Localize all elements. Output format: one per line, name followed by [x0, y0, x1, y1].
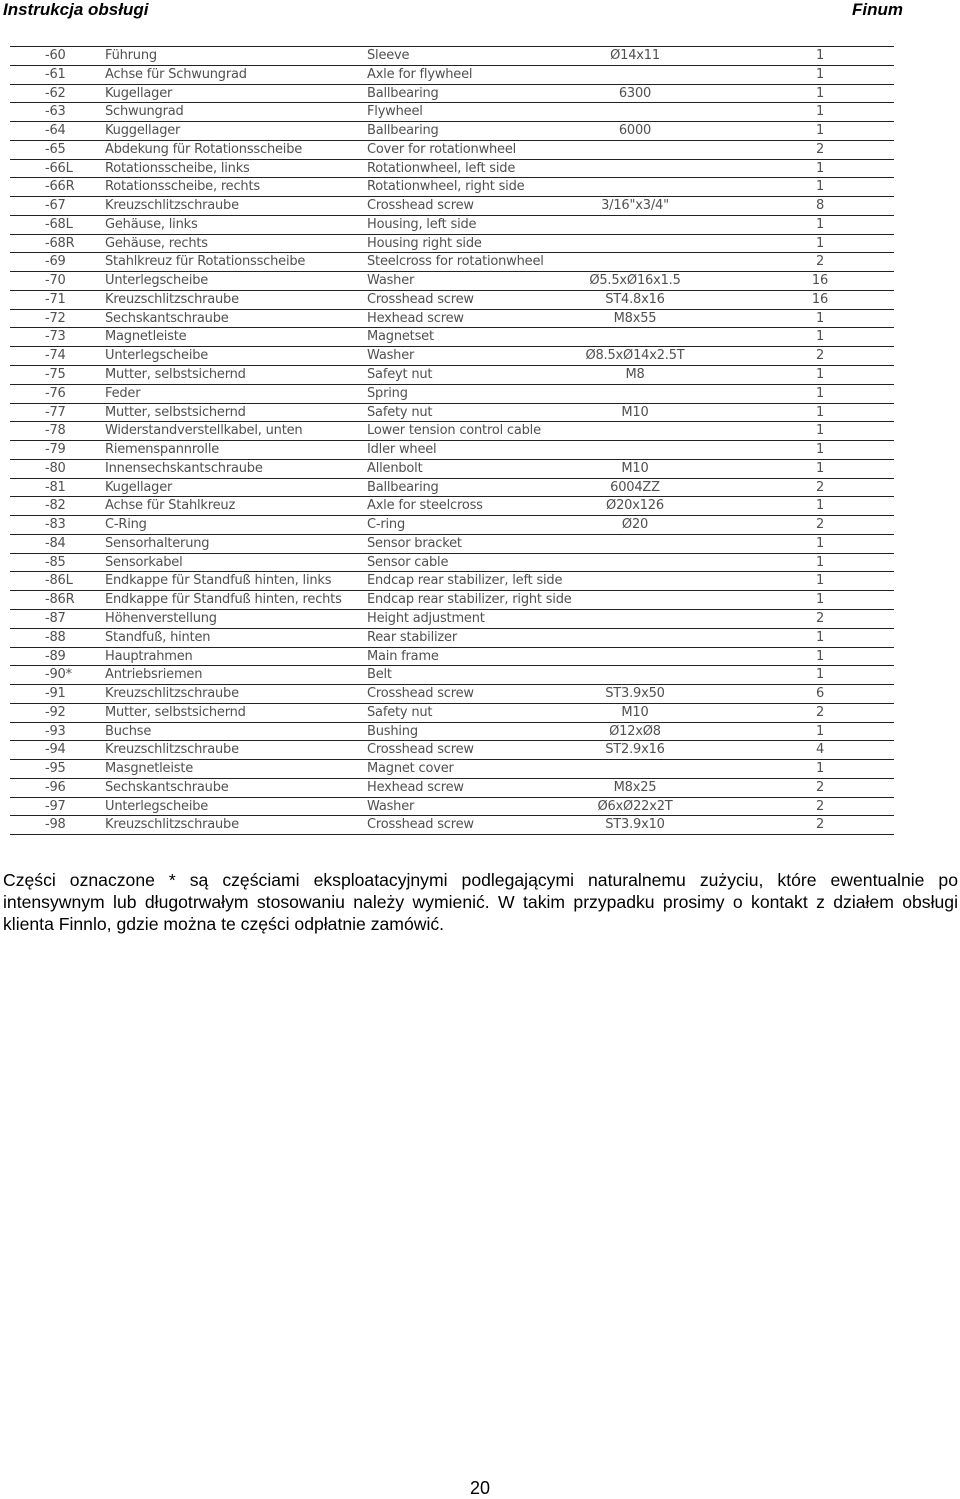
part-number: -65 [45, 141, 66, 157]
part-quantity: 1 [815, 367, 825, 383]
part-name-english: Spring [367, 385, 408, 401]
part-size: 6000 [618, 123, 652, 139]
part-name-german: Widerstandverstellkabel, unten [105, 423, 303, 439]
table-row [10, 516, 894, 535]
part-number: -86L [45, 573, 73, 589]
part-name-german: Unterlegscheibe [105, 273, 209, 289]
part-name-english: Safety nut [367, 404, 433, 420]
table-row [10, 253, 894, 272]
part-number: -83 [45, 517, 66, 533]
part-quantity: 1 [815, 48, 825, 63]
part-name-english: Safety nut [367, 704, 433, 720]
part-name-german: Mutter, selbstsichernd [105, 367, 246, 383]
part-number: -63 [45, 104, 66, 120]
part-quantity: 1 [815, 667, 825, 683]
part-quantity: 2 [815, 610, 825, 626]
part-number: -62 [45, 85, 66, 101]
part-name-english: Allenbolt [367, 460, 423, 476]
part-name-english: Housing right side [367, 235, 482, 251]
part-quantity: 1 [815, 160, 825, 176]
header-brand: Finum [852, 0, 903, 19]
header-title: Instrukcja obsługi [3, 0, 149, 19]
part-name-german: Achse für Schwungrad [105, 66, 247, 82]
part-name-english: Magnet cover [367, 761, 454, 777]
part-quantity: 1 [815, 535, 825, 551]
table-row [10, 798, 894, 817]
part-quantity: 2 [815, 704, 825, 720]
part-name-english: Crosshead screw [367, 686, 474, 702]
part-name-english: Safeyt nut [367, 367, 433, 383]
part-number: -76 [45, 385, 66, 401]
part-quantity: 1 [815, 423, 825, 439]
table-row [10, 572, 894, 591]
part-number: -61 [45, 66, 66, 82]
table-row [10, 648, 894, 667]
table-row [10, 554, 894, 573]
table-row [10, 160, 894, 179]
table-row [10, 272, 894, 291]
part-name-german: Hauptrahmen [105, 648, 193, 664]
part-name-german: Schwungrad [105, 104, 184, 120]
part-number: -77 [45, 404, 66, 420]
part-quantity: 8 [815, 198, 825, 214]
table-row [10, 460, 894, 479]
part-name-german: Riemenspannrolle [105, 442, 220, 458]
part-name-english: Ballbearing [367, 123, 439, 139]
part-name-english: C-ring [367, 517, 406, 533]
part-quantity: 1 [815, 460, 825, 476]
part-name-english: Axle for steelcross [367, 498, 483, 514]
part-number: -60 [45, 48, 66, 63]
part-number: -80 [45, 460, 66, 476]
part-name-english: Axle for flywheel [367, 66, 473, 82]
part-quantity: 2 [815, 479, 825, 495]
part-name-german: Antriebsriemen [105, 667, 203, 683]
part-number: -89 [45, 648, 66, 664]
part-number: -96 [45, 779, 66, 795]
part-number: -81 [45, 479, 66, 495]
part-name-english: Lower tension control cable [367, 423, 541, 439]
table-row [10, 629, 894, 648]
part-number: -67 [45, 198, 66, 214]
part-size: ST3.9x50 [605, 686, 665, 702]
part-quantity: 1 [815, 573, 825, 589]
part-name-german: Standfuß, hinten [105, 629, 211, 645]
part-number: -88 [45, 629, 66, 645]
part-number: -94 [45, 742, 66, 758]
part-number: -97 [45, 798, 66, 814]
part-number: -95 [45, 761, 66, 777]
part-quantity: 1 [815, 104, 825, 120]
part-name-german: Innensechskantschraube [105, 460, 263, 476]
part-name-english: Rotationwheel, right side [367, 179, 525, 195]
table-row [10, 197, 894, 216]
part-number: -87 [45, 610, 66, 626]
part-name-english: Main frame [367, 648, 439, 664]
part-size: Ø6xØ22x2T [597, 798, 673, 814]
part-name-german: Abdekung für Rotationsscheibe [105, 141, 303, 157]
table-row [10, 741, 894, 760]
part-name-german: Endkappe für Standfuß hinten, links [105, 573, 332, 589]
part-name-english: Washer [367, 348, 415, 364]
part-name-german: Magnetleiste [105, 329, 187, 345]
part-quantity: 2 [815, 348, 825, 364]
part-name-german: Sensorhalterung [105, 535, 210, 551]
part-name-german: Höhenverstellung [105, 610, 217, 626]
part-number: -66L [45, 160, 73, 176]
part-name-english: Idler wheel [367, 442, 437, 458]
part-name-german: Masgnetleiste [105, 761, 194, 777]
part-number: -84 [45, 535, 66, 551]
part-name-german: Unterlegscheibe [105, 798, 209, 814]
table-row [10, 610, 894, 629]
part-name-german: Unterlegscheibe [105, 348, 209, 364]
table-row [10, 760, 894, 779]
part-number: -85 [45, 554, 66, 570]
part-quantity: 1 [815, 123, 825, 139]
table-row [10, 666, 894, 685]
part-size: ST4.8x16 [605, 291, 665, 307]
part-number: -91 [45, 686, 66, 702]
part-size: M8 [625, 367, 645, 383]
part-size: M8x55 [613, 310, 657, 326]
table-row [10, 85, 894, 104]
part-name-english: Endcap rear stabilizer, left side [367, 573, 563, 589]
table-row [10, 404, 894, 423]
part-name-english: Housing, left side [367, 216, 477, 232]
part-size: 6004ZZ [610, 479, 660, 495]
part-name-german: Sensorkabel [105, 554, 183, 570]
part-quantity: 1 [815, 761, 825, 777]
part-name-german: Sechskantschraube [105, 310, 229, 326]
part-number: -66R [45, 179, 75, 195]
part-number: -71 [45, 291, 66, 307]
part-quantity: 1 [815, 385, 825, 401]
table-row [10, 723, 894, 742]
table-row [10, 422, 894, 441]
table-row [10, 441, 894, 460]
table-row [10, 310, 894, 329]
table-row [10, 103, 894, 122]
part-quantity: 2 [815, 779, 825, 795]
part-quantity: 1 [815, 648, 825, 664]
part-size: Ø12xØ8 [609, 723, 661, 739]
part-quantity: 2 [815, 141, 825, 157]
part-size: Ø8.5xØ14x2.5T [585, 348, 685, 364]
part-name-english: Sensor bracket [367, 535, 462, 551]
part-size: M10 [621, 460, 649, 476]
part-name-english: Crosshead screw [367, 742, 474, 758]
part-quantity: 1 [815, 66, 825, 82]
table-row [10, 591, 894, 610]
part-quantity: 1 [815, 723, 825, 739]
part-number: -93 [45, 723, 66, 739]
part-size: M10 [621, 404, 649, 420]
part-quantity: 1 [815, 592, 825, 608]
table-row [10, 291, 894, 310]
part-size: ST2.9x16 [605, 742, 665, 758]
table-row [10, 328, 894, 347]
part-number: -78 [45, 423, 66, 439]
part-quantity: 1 [815, 310, 825, 326]
part-quantity: 1 [815, 216, 825, 232]
table-row [10, 216, 894, 235]
table-row [10, 66, 894, 85]
part-name-english: Sensor cable [367, 554, 449, 570]
table-row [10, 816, 894, 835]
part-size: Ø20x126 [606, 498, 664, 514]
part-name-english: Cover for rotationwheel [367, 141, 517, 157]
table-row [10, 685, 894, 704]
part-quantity: 1 [815, 179, 825, 195]
part-name-german: Kreuzschlitzschraube [105, 291, 239, 307]
part-name-german: Endkappe für Standfuß hinten, rechts [105, 592, 342, 608]
part-number: -72 [45, 310, 66, 326]
part-number: -73 [45, 329, 66, 345]
part-name-english: Crosshead screw [367, 817, 474, 833]
part-size: Ø14x11 [610, 48, 660, 63]
part-name-english: Hexhead screw [367, 779, 464, 795]
part-size: Ø20 [621, 517, 649, 533]
part-quantity: 1 [815, 85, 825, 101]
table-row [10, 479, 894, 498]
part-number: -64 [45, 123, 66, 139]
part-number: -75 [45, 367, 66, 383]
part-number: -68L [45, 216, 73, 232]
part-name-english: Magnetset [367, 329, 434, 345]
part-number: -69 [45, 254, 66, 270]
part-name-english: Ballbearing [367, 479, 439, 495]
part-quantity: 16 [811, 273, 829, 289]
part-quantity: 1 [815, 329, 825, 345]
part-quantity: 1 [815, 554, 825, 570]
part-size: 3/16"x3/4" [601, 198, 669, 214]
part-name-english: Steelcross for rotationwheel [367, 254, 544, 270]
part-name-german: Buchse [105, 723, 152, 739]
part-name-german: Feder [105, 385, 141, 401]
part-name-german: Mutter, selbstsichernd [105, 404, 246, 420]
table-row [10, 122, 894, 141]
part-size: M8x25 [613, 779, 657, 795]
part-name-english: Endcap rear stabilizer, right side [367, 592, 572, 608]
part-number: -70 [45, 273, 66, 289]
table-row [10, 385, 894, 404]
page-number: 20 [469, 1478, 491, 1498]
part-name-german: Rotationsscheibe, rechts [105, 179, 260, 195]
part-name-german: Stahlkreuz für Rotationsscheibe [105, 254, 306, 270]
part-size: Ø5.5xØ16x1.5 [589, 273, 681, 289]
part-quantity: 2 [815, 254, 825, 270]
part-name-english: Ballbearing [367, 85, 439, 101]
part-name-english: Hexhead screw [367, 310, 464, 326]
part-number: -82 [45, 498, 66, 514]
part-number: -92 [45, 704, 66, 720]
part-name-german: Kreuzschlitzschraube [105, 817, 239, 833]
part-size: 6300 [618, 85, 652, 101]
wear-parts-note: Części oznaczone * są częściami eksploatacyjnymi podlegającymi naturalnemu zużyciu, które ewentualnie po intensywnym lub długotrwałym stosowaniu należy wymienić. W takim przypadku prosimy o kontakt z działem obsługi klienta Finnlo, gdzie można te części odpłatnie zamówić. [3, 870, 958, 934]
table-row [10, 235, 894, 254]
part-name-german: Führung [105, 48, 157, 63]
part-number: -79 [45, 442, 66, 458]
part-name-english: Crosshead screw [367, 198, 474, 214]
part-size: ST3.9x10 [605, 817, 665, 833]
part-number: -86R [45, 592, 75, 608]
part-name-english: Rotationwheel, left side [367, 160, 516, 176]
part-name-german: Sechskantschraube [105, 779, 229, 795]
part-quantity: 1 [815, 235, 825, 251]
table-row [10, 779, 894, 798]
table-row [10, 141, 894, 160]
part-name-english: Height adjustment [367, 610, 485, 626]
part-quantity: 4 [815, 742, 825, 758]
part-quantity: 1 [815, 498, 825, 514]
part-name-english: Flywheel [367, 104, 423, 120]
part-name-german: Kugellager [105, 479, 173, 495]
part-name-german: Rotationsscheibe, links [105, 160, 250, 176]
part-quantity: 2 [815, 817, 825, 833]
parts-list-table [10, 46, 894, 835]
part-name-english: Washer [367, 273, 415, 289]
part-name-german: Achse für Stahlkreuz [105, 498, 236, 514]
part-name-german: Mutter, selbstsichernd [105, 704, 246, 720]
part-quantity: 6 [815, 686, 825, 702]
part-name-english: Sleeve [367, 48, 410, 63]
part-number: -98 [45, 817, 66, 833]
part-name-german: Kugellager [105, 85, 173, 101]
part-quantity: 1 [815, 404, 825, 420]
table-row [10, 47, 894, 66]
part-name-german: Gehäuse, rechts [105, 235, 208, 251]
part-name-german: Kreuzschlitzschraube [105, 198, 239, 214]
part-quantity: 1 [815, 442, 825, 458]
part-quantity: 2 [815, 798, 825, 814]
part-quantity: 1 [815, 629, 825, 645]
part-name-english: Rear stabilizer [367, 629, 457, 645]
part-name-german: C-Ring [105, 517, 147, 533]
table-row [10, 704, 894, 723]
part-name-german: Gehäuse, links [105, 216, 198, 232]
table-row [10, 497, 894, 516]
part-quantity: 2 [815, 517, 825, 533]
part-number: -74 [45, 348, 66, 364]
part-number: -68R [45, 235, 75, 251]
part-name-english: Crosshead screw [367, 291, 474, 307]
part-name-english: Belt [367, 667, 392, 683]
table-row [10, 366, 894, 385]
part-name-german: Kuggellager [105, 123, 181, 139]
table-row [10, 178, 894, 197]
part-quantity: 16 [811, 291, 829, 307]
part-name-german: Kreuzschlitzschraube [105, 686, 239, 702]
part-name-german: Kreuzschlitzschraube [105, 742, 239, 758]
part-number: -90* [45, 667, 72, 683]
table-row [10, 535, 894, 554]
part-name-english: Washer [367, 798, 415, 814]
part-size: M10 [621, 704, 649, 720]
table-row [10, 347, 894, 366]
part-name-english: Bushing [367, 723, 418, 739]
